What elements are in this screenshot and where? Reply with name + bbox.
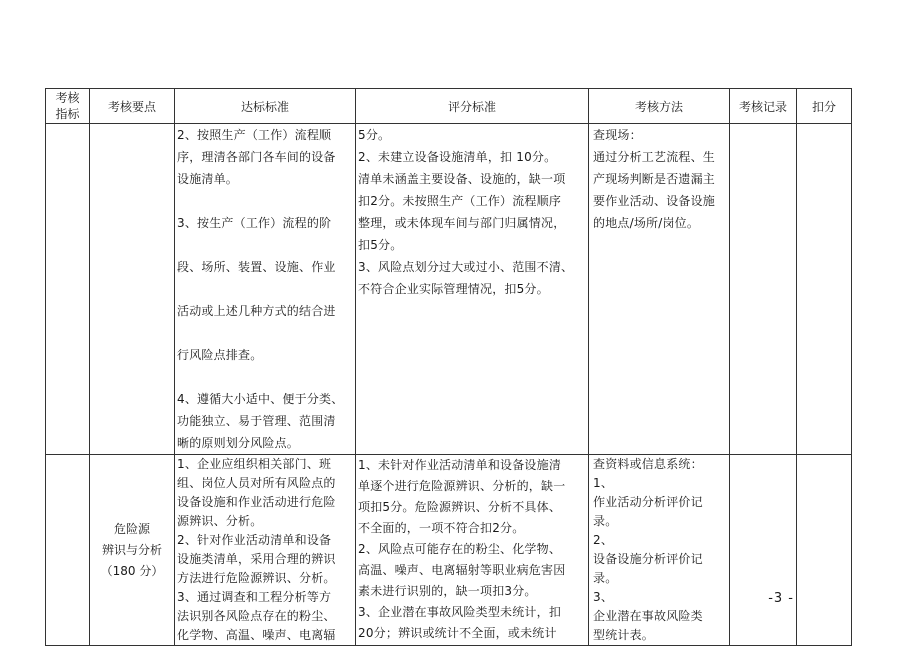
text-line: 不符合企业实际管理情况，扣5分。 [358,282,549,296]
table-row [46,124,852,455]
header-standard: 达标标准 [175,89,356,124]
text-line: 源辨识、分析。 [177,514,263,528]
header-record: 考核记录 [730,89,797,124]
text-line: 5分。 [358,128,391,142]
record-cell [730,455,797,646]
scoring-cell [356,455,589,646]
deduction-cell [797,455,852,646]
text-line: 扣5分。 [358,238,403,252]
text-line: 3、风险点划分过大或过小、范围不清、 [358,260,574,274]
table-row [46,455,852,646]
text-line: 2、针对作业活动清单和设备 [177,533,332,547]
text-line [177,190,349,212]
text-line: 单逐个进行危险源辨识、分析的，缺一 [358,479,566,493]
text-line: 1、未针对作业活动清单和设备设施清 [358,458,562,472]
indicator-cell [46,455,90,646]
text-line: 录。 [593,514,618,528]
text-line: 活动或上述几种方式的结合进 [177,304,336,318]
text-line [177,278,349,300]
text-line: 行风险点排查。 [177,348,263,362]
header-method: 考核方法 [589,89,730,124]
scoring-cell [356,124,589,455]
text-line: 查现场： [593,128,642,142]
text-line: （180 分） [100,563,164,578]
text-line: 序，理清各部门各车间的设备 [177,150,336,164]
text-line: 设施类清单，采用合理的辨识 [177,552,336,566]
standard-cell [175,455,356,646]
text-line: 段、场所、装置、设施、作业 [177,260,336,274]
standard-text [175,455,355,645]
text-line: 项扣5分。危险源辨识、分析不具体、 [358,500,562,514]
text-line: 2、 [593,533,614,547]
indicator-cell [46,124,90,455]
page-number: -3 - [768,591,794,606]
header-key-point: 考核要点 [90,89,175,124]
text-line: 20分；辨识或统计不全面，或未统计 [358,626,557,640]
text-line: 化学物、高温、噪声、电离辐 [177,628,336,642]
scoring-text [356,124,588,454]
text-line: 2、风险点可能存在的粉尘、化学物、 [358,542,562,556]
text-line: 法识别各风险点存在的粉尘、 [177,609,336,623]
text-line: 晰的原则划分风险点。 [177,436,300,450]
text-line [177,366,349,388]
text-line [177,234,349,256]
text-line: 3、通过调查和工程分析等方 [177,590,332,604]
key-point-cell [90,455,175,646]
method-cell [589,455,730,646]
text-line: 扣2分。未按照生产（工作）流程顺序 [358,194,562,208]
text-line: 整理，或未体现车间与部门归属情况， [358,216,566,230]
key-point-text [90,519,174,582]
text-line: 企业潜在事故风险类 [593,609,703,623]
header-indicator-line-2: 指标 [55,107,80,121]
deduction-cell [797,124,852,455]
standard-cell [175,124,356,455]
method-cell [589,124,730,455]
text-line: 要作业活动、设备设施 [593,194,716,208]
method-text [589,124,729,454]
text-line: 3、按生产（工作）流程的阶 [177,216,332,230]
scoring-text [356,455,588,645]
text-line: 方法进行危险源辨识、分析。 [177,571,336,585]
text-line: 1、 [593,476,614,490]
method-text [589,455,729,645]
text-line: 功能独立、易于管理、范围清 [177,414,336,428]
text-line: 危险源 [113,521,150,536]
text-line: 设备设施分析评价记 [593,552,703,566]
assessment-table [45,88,852,646]
header-indicator [46,89,90,124]
text-line: 查资料或信息系统： [593,457,703,471]
text-line: 高温、噪声、电离辐射等职业病危害因 [358,563,566,577]
text-line: 不全面的，一项不符合扣2分。 [358,521,525,535]
text-line: 清单未涵盖主要设备、设施的，缺一项 [358,172,566,186]
header-row [46,89,852,124]
text-line: 设施清单。 [177,172,239,186]
header-deduction: 扣分 [797,89,852,124]
record-cell [730,124,797,455]
header-indicator-line-1: 考核 [55,91,80,105]
text-line: 通过分析工艺流程、生 [593,150,716,164]
text-line: 4、遵循大小适中、便于分类、 [177,392,344,406]
text-line: 3、 [593,590,614,604]
text-line: 产现场判断是否遗漏主 [593,172,716,186]
text-line [177,322,349,344]
text-line: 型统计表。 [593,628,655,642]
text-line: 辨识与分析 [101,542,162,557]
text-line: 2、按照生产（工作）流程顺 [177,128,332,142]
text-line: 的地点/场所/岗位。 [593,216,700,230]
text-line: 3、企业潜在事故风险类型未统计，扣 [358,605,562,619]
text-line: 1、企业应组织相关部门、班 [177,457,332,471]
header-scoring: 评分标准 [356,89,589,124]
text-line: 2、未建立设备设施清单，扣 10分。 [358,150,557,164]
text-line: 组、岗位人员对所有风险点的 [177,476,336,490]
text-line: 作业活动分析评价记 [593,495,703,509]
standard-text [175,124,355,454]
key-point-cell [90,124,175,455]
text-line: 录。 [593,571,618,585]
text-line: 设备设施和作业活动进行危险 [177,495,336,509]
text-line: 素未进行识别的，缺一项扣3分。 [358,584,537,598]
